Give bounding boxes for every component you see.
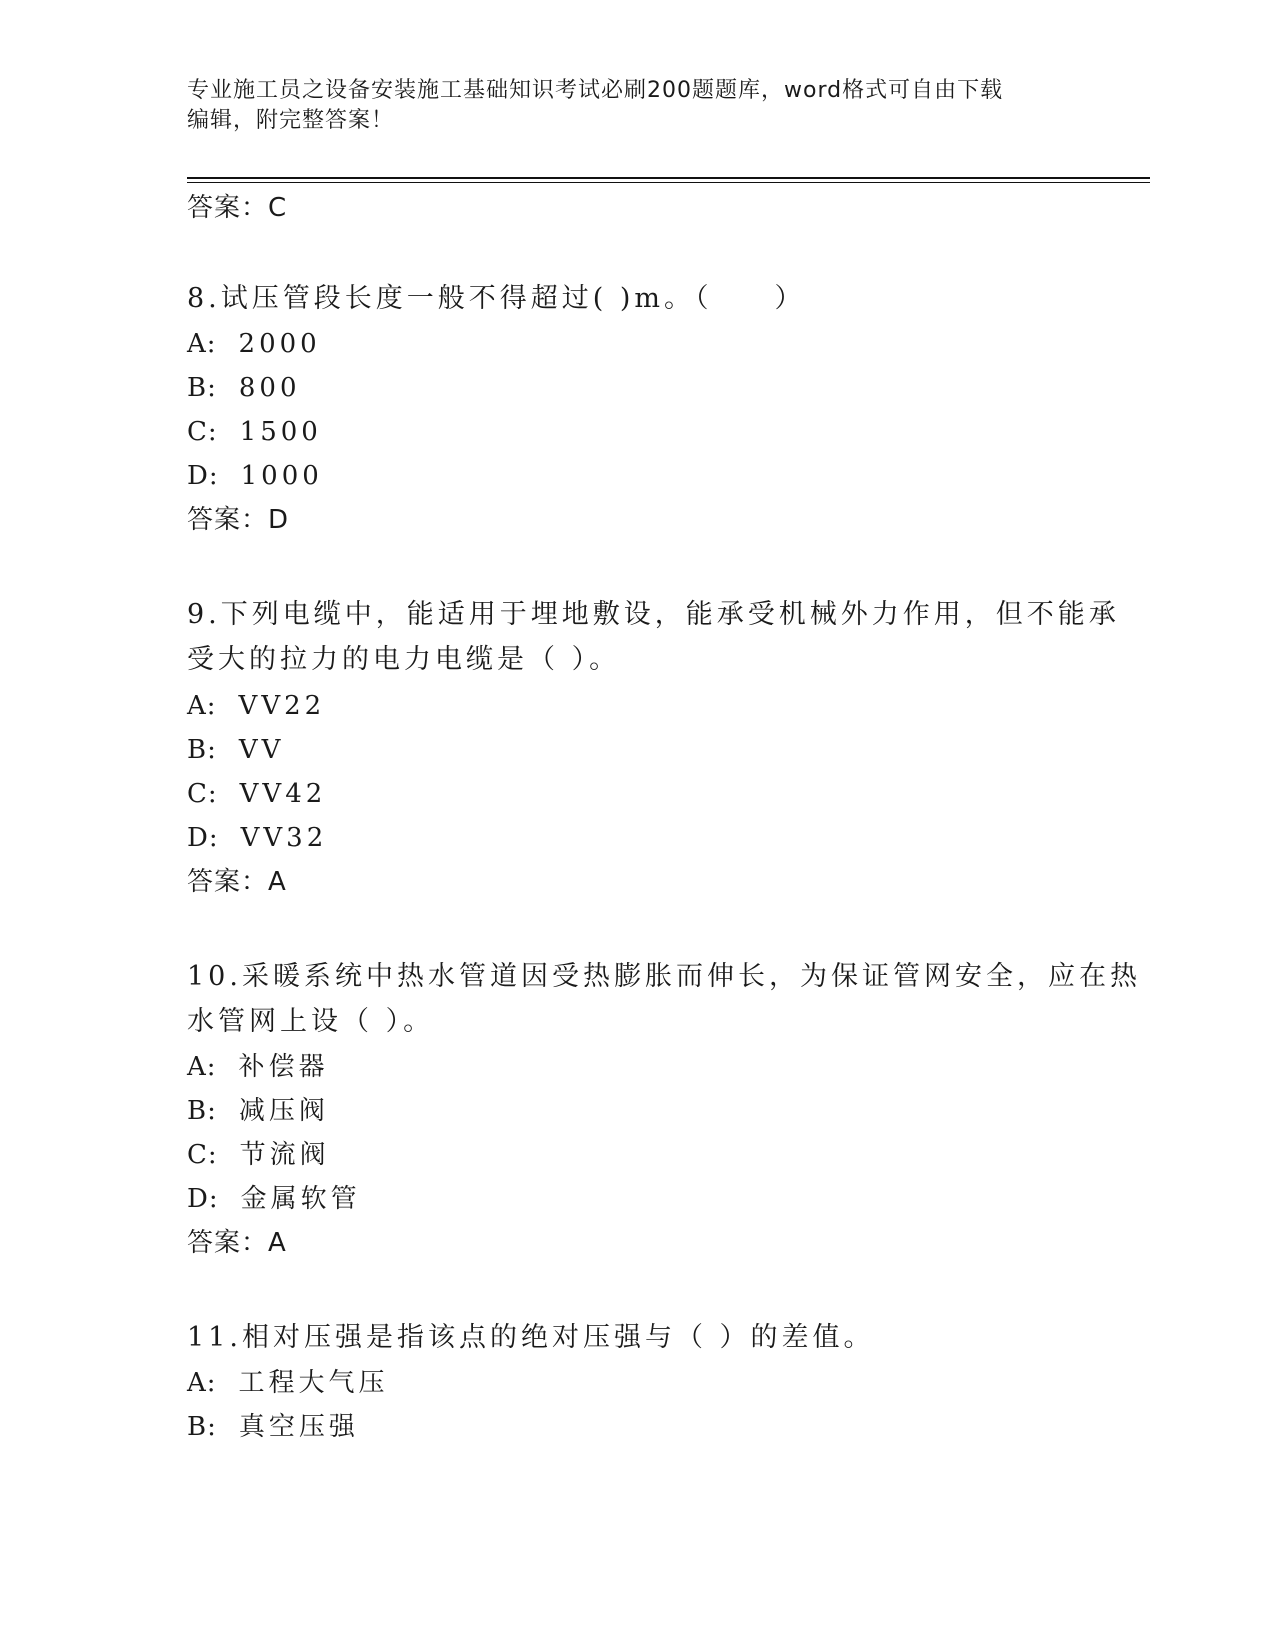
question-9-option-d xyxy=(187,822,327,854)
answer-label: 答案： xyxy=(187,505,269,535)
option-text: 800 xyxy=(238,373,301,403)
option-text: 减压阀 xyxy=(238,1096,329,1126)
option-letter: A: xyxy=(187,1052,217,1082)
option-letter: D: xyxy=(187,461,219,491)
option-text: 金属软管 xyxy=(240,1184,361,1214)
option-text: 工程大气压 xyxy=(238,1368,389,1398)
option-text: VV22 xyxy=(238,691,326,721)
question-11-option-a xyxy=(187,1367,389,1399)
question-9-text-line-1: 9.下列电缆中，能适用于埋地敷设，能承受机械外力作用，但不能承 xyxy=(187,599,1120,630)
option-text: VV xyxy=(238,735,285,765)
question-8-option-d xyxy=(187,460,323,492)
option-letter: A: xyxy=(187,691,217,721)
option-letter: C: xyxy=(187,1140,218,1170)
question-11-option-b xyxy=(187,1411,359,1443)
option-letter: B: xyxy=(187,1412,217,1442)
option-text: VV42 xyxy=(239,779,327,809)
answer-10 xyxy=(187,1227,287,1259)
option-letter: B: xyxy=(187,373,217,403)
answer-value: A xyxy=(268,867,287,897)
question-8-option-b xyxy=(187,372,301,404)
question-8-option-a xyxy=(187,328,321,360)
option-letter: A: xyxy=(187,329,217,359)
option-text: 补偿器 xyxy=(238,1052,329,1082)
option-letter: D: xyxy=(187,1184,219,1214)
option-letter: B: xyxy=(187,1096,217,1126)
question-9-text-line-2: 受大的拉力的电力电缆是（ ）。 xyxy=(187,644,621,675)
question-9-option-b xyxy=(187,734,284,766)
option-text: 1500 xyxy=(239,417,322,447)
question-10-option-c xyxy=(187,1139,330,1171)
question-8-text: 8.试压管段长度一般不得超过( )m。（ ） xyxy=(187,283,806,314)
question-10-option-a xyxy=(187,1051,329,1083)
answer-value: A xyxy=(268,1228,287,1258)
question-9-option-c xyxy=(187,778,326,810)
answer-9 xyxy=(187,866,287,898)
option-text: VV32 xyxy=(240,823,328,853)
question-8-option-c xyxy=(187,416,322,448)
option-letter: C: xyxy=(187,779,218,809)
answer-label: 答案： xyxy=(187,867,269,897)
header-line-1: 专业施工员之设备安装施工基础知识考试必刷200题题库，word格式可自由下载 xyxy=(187,78,1004,103)
header-divider-thin xyxy=(187,182,1150,183)
header-divider-thick xyxy=(187,177,1150,179)
answer-8 xyxy=(187,504,289,536)
option-text: 2000 xyxy=(238,329,321,359)
question-11-text: 11.相对压强是指该点的绝对压强与（ ）的差值。 xyxy=(187,1322,875,1353)
option-text: 节流阀 xyxy=(239,1140,330,1170)
answer-label: 答案： xyxy=(187,1228,269,1258)
question-10-text-line-2: 水管网上设（ ）。 xyxy=(187,1006,435,1037)
answer-prev xyxy=(187,192,287,224)
option-text: 1000 xyxy=(240,461,323,491)
question-9-option-a xyxy=(187,690,325,722)
option-letter: C: xyxy=(187,417,218,447)
option-letter: A: xyxy=(187,1368,217,1398)
answer-value: D xyxy=(268,505,290,535)
question-10-text-line-1: 10.采暖系统中热水管道因受热膨胀而伸长，为保证管网安全，应在热 xyxy=(187,961,1141,992)
option-text: 真空压强 xyxy=(238,1412,359,1442)
answer-value: C xyxy=(268,193,288,223)
question-10-option-b xyxy=(187,1095,329,1127)
answer-label: 答案： xyxy=(187,193,269,223)
question-10-option-d xyxy=(187,1183,361,1215)
option-letter: D: xyxy=(187,823,219,853)
option-letter: B: xyxy=(187,735,217,765)
header-line-2: 编辑，附完整答案！ xyxy=(187,108,395,133)
document-header xyxy=(187,76,1087,136)
